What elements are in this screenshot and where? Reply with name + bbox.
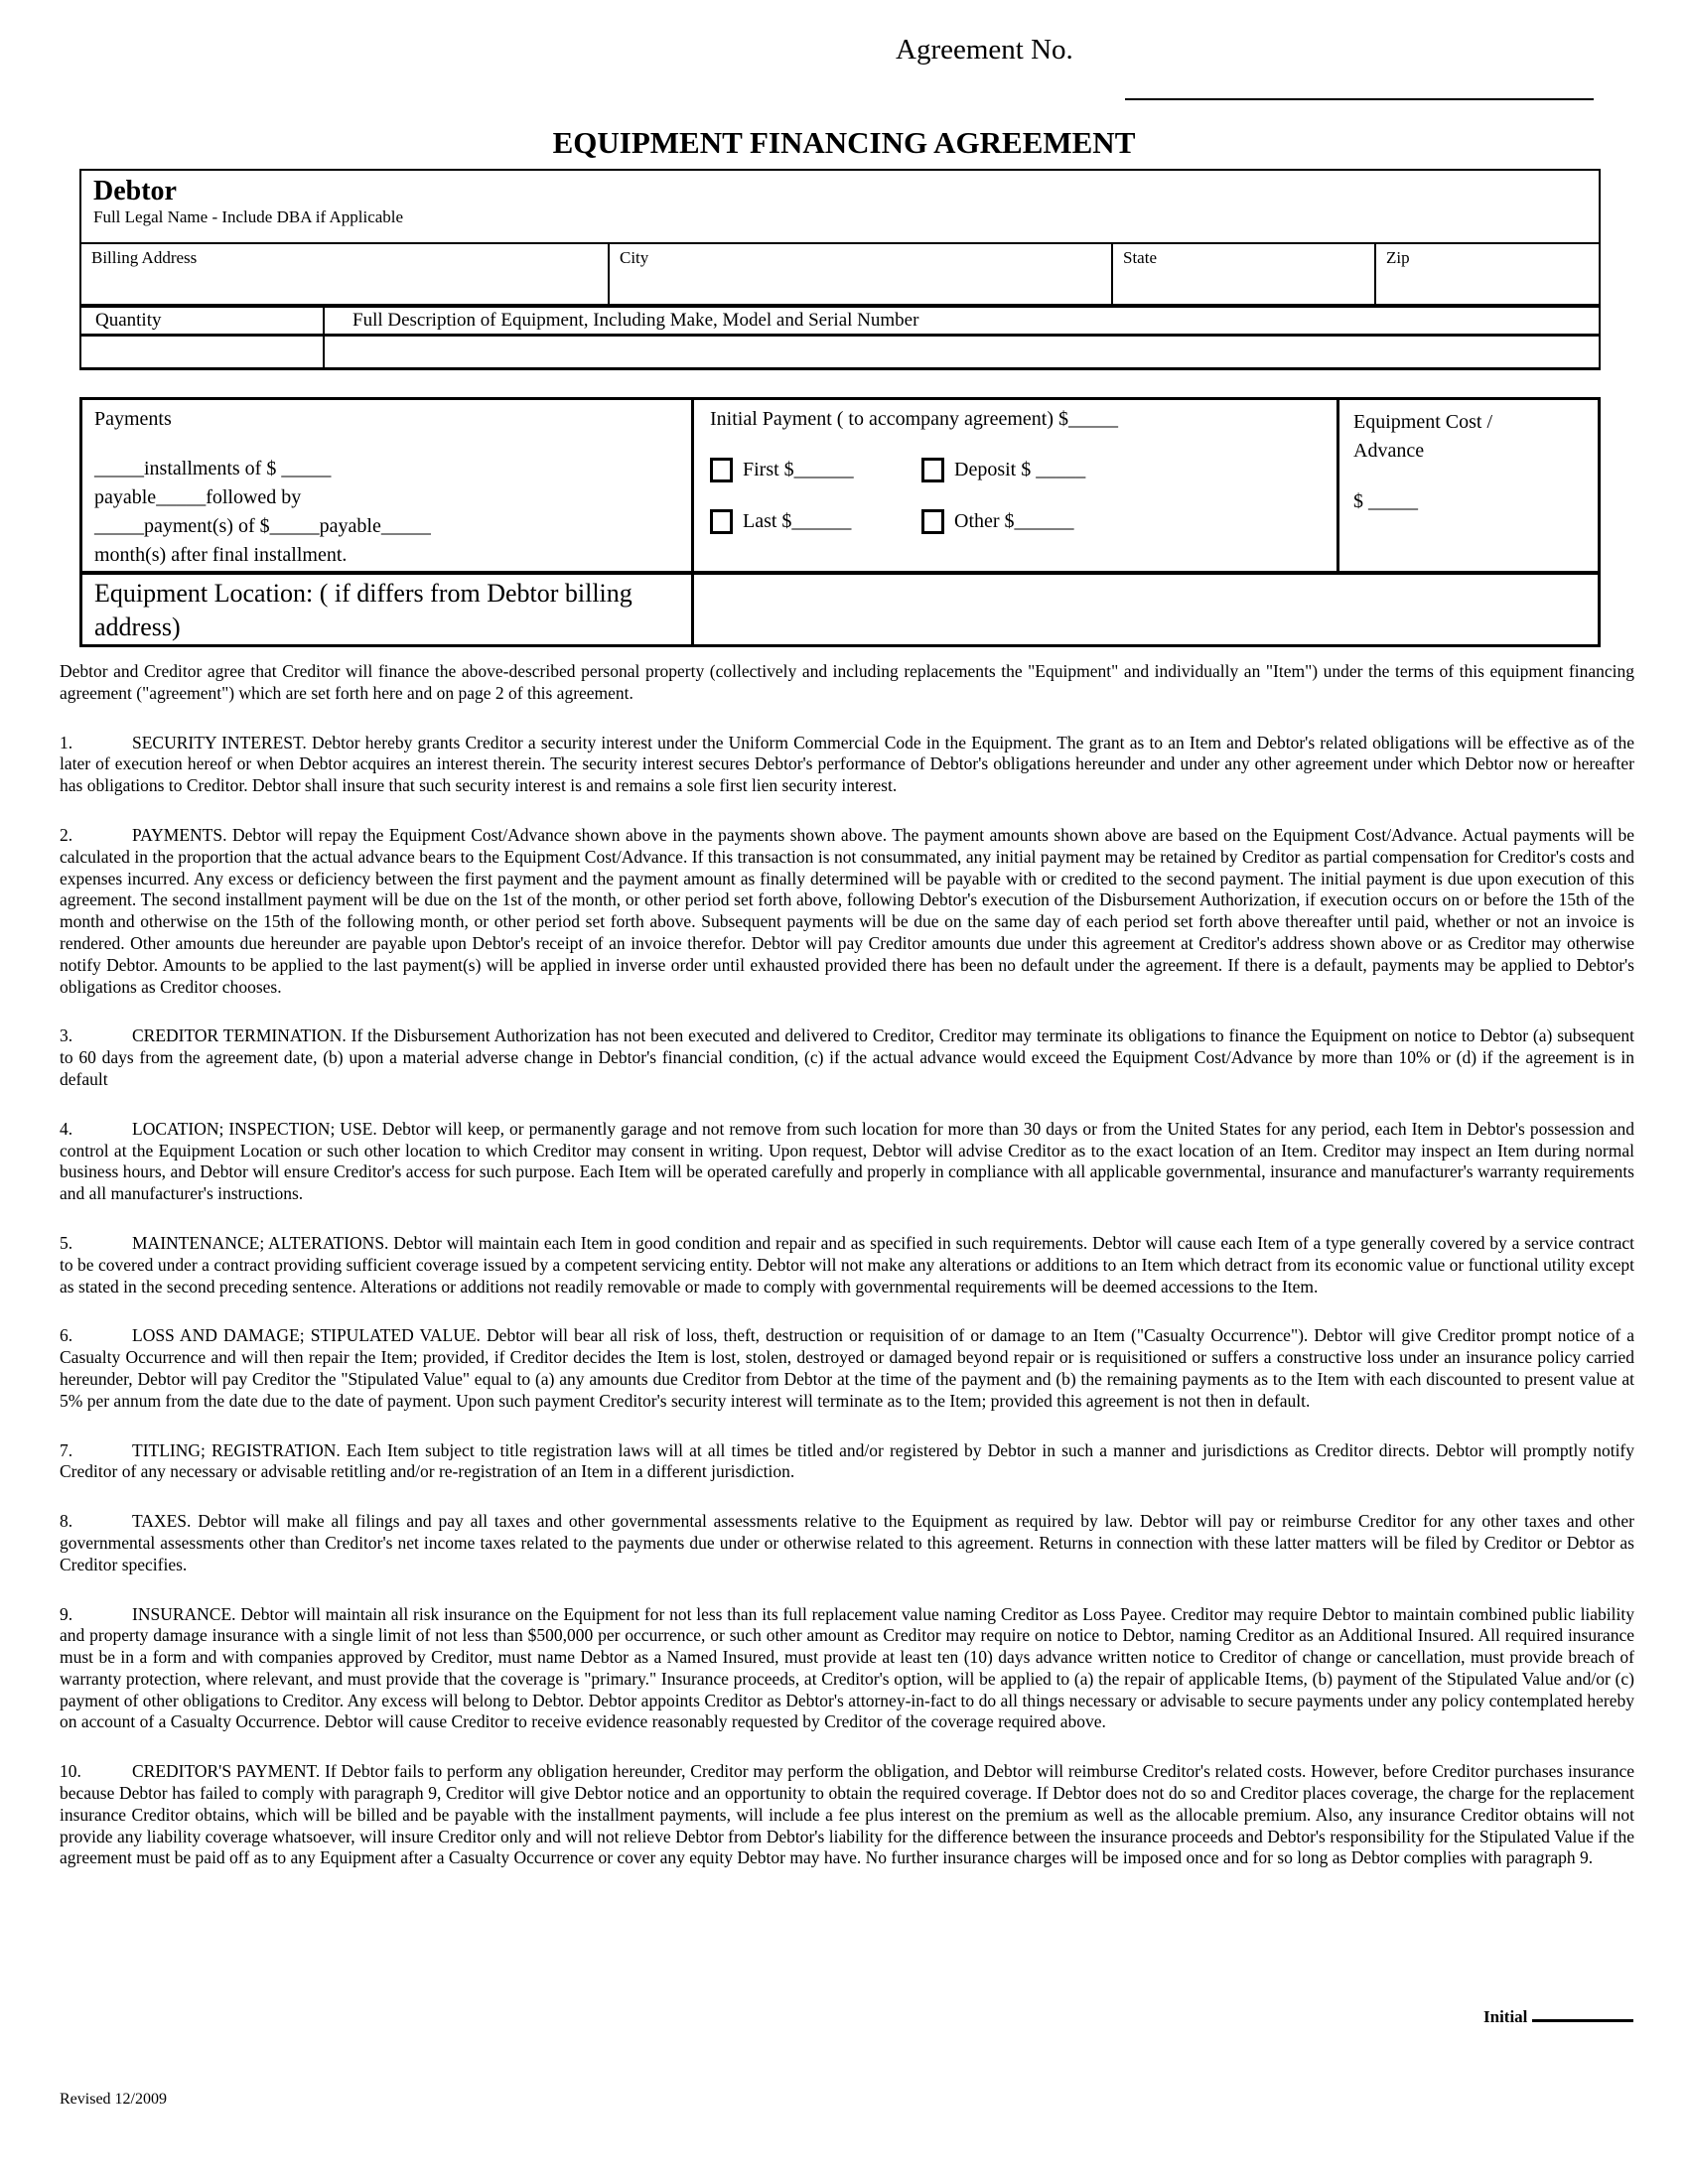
quantity-field[interactable] bbox=[81, 337, 323, 367]
first-label[interactable]: First $______ bbox=[743, 459, 854, 480]
section-5-number: 5. bbox=[60, 1232, 73, 1253]
section-6-heading: LOSS AND DAMAGE; STIPULATED VALUE. bbox=[132, 1325, 481, 1346]
other-option bbox=[921, 509, 1074, 534]
billing-address-field[interactable] bbox=[81, 244, 608, 304]
other-label[interactable]: Other $______ bbox=[954, 510, 1074, 532]
zip-field[interactable] bbox=[1374, 244, 1599, 304]
section-1 bbox=[60, 733, 1634, 797]
section-4-body: Debtor will keep, or permanently garage and not remove from such location for more than 30 days or from the United States for any period, each Item in Debtor's possession and control at the Equipment Location or such other location to which Creditor may consent in writing. Upon request, Debtor will advise Creditor as to the exact location of an Item. Creditor may inspect an Item during normal business hours, and Debtor will ensure Creditor's access for such purpose. Each Item will be operated carefully and properly in compliance with all applicable governmental, insurance and manufacturer's warranty requirements and all manufacturer's instructions. bbox=[60, 1118, 1634, 1204]
quantity-label: Quantity bbox=[95, 310, 162, 331]
first-checkbox[interactable] bbox=[710, 458, 733, 482]
section-9-number: 9. bbox=[60, 1603, 73, 1624]
payments-cell bbox=[82, 400, 691, 571]
equipment-cost-cell bbox=[1336, 400, 1598, 571]
section-6-number: 6. bbox=[60, 1325, 73, 1346]
equipment-location-field[interactable] bbox=[691, 575, 1598, 644]
section-2-body: Debtor will repay the Equipment Cost/Advance shown above in the payments shown above. The payment amounts shown above are based on the Equipment Cost/Advance. Actual payments will be calculated in the proportion that the actual advance bears to the Equipment Cost/Advance. If this transaction is not consummated, any initial payment may be retained by Creditor as partial compensation for Creditor's costs and expenses incurred. Any excess or deficiency between the first payment and the payment amount as finally determined will be payable with or credited to the second payment. The initial payment is due upon execution of this agreement. The second installment payment will be due on the 1st of the month, or other period set forth above, following Debtor's execution of the Disbursement Authorization, if execution occurs on or before the 15th of the month and otherwise on the 15th of the following month, or other period set forth above. Subsequent payments will be due on the same day of each period set forth above thereafter until paid, whether or not an invoice is rendered. Other amounts due hereunder are payable upon Debtor's receipt of an invoice therefor. Debtor will pay Creditor amounts due under this agreement at Creditor's address shown above or as Creditor may otherwise notify Debtor. Amounts to be applied to the last payment(s) will be applied in inverse order until exhausted provided there has been no default under the agreement. If there is a default, payments may be applied to Debtor's obligations as Creditor chooses. bbox=[60, 824, 1635, 997]
months-after-line: month(s) after final installment. bbox=[94, 544, 348, 566]
section-5 bbox=[60, 1233, 1634, 1297]
first-payment-option bbox=[710, 458, 921, 482]
revised-date: Revised 12/2009 bbox=[60, 2091, 167, 2108]
equipment-cost-blank[interactable]: $ _____ bbox=[1353, 490, 1418, 512]
section-8-heading: TAXES. bbox=[132, 1511, 192, 1532]
section-3-heading: CREDITOR TERMINATION. bbox=[132, 1025, 347, 1046]
deposit-label[interactable]: Deposit $ _____ bbox=[954, 459, 1086, 480]
section-10-heading: CREDITOR'S PAYMENT. bbox=[132, 1761, 321, 1782]
equipment-cost-label-line1: Equipment Cost / bbox=[1353, 411, 1492, 433]
section-7 bbox=[60, 1440, 1634, 1484]
document-title: EQUIPMENT FINANCING AGREEMENT bbox=[552, 125, 1136, 160]
agreement-body bbox=[60, 661, 1634, 1897]
section-8 bbox=[60, 1511, 1634, 1575]
debtor-table bbox=[79, 169, 1601, 370]
section-8-number: 8. bbox=[60, 1511, 73, 1532]
section-3 bbox=[60, 1025, 1634, 1090]
deposit-checkbox[interactable] bbox=[921, 458, 944, 482]
section-10 bbox=[60, 1761, 1634, 1869]
section-1-number: 1. bbox=[60, 732, 73, 752]
section-7-heading: TITLING; REGISTRATION. bbox=[132, 1439, 341, 1460]
payments-of-blank-line[interactable]: _____payment(s) of $_____payable_____ bbox=[94, 515, 431, 537]
last-checkbox[interactable] bbox=[710, 509, 733, 534]
section-2-number: 2. bbox=[60, 824, 73, 845]
installments-blank-line[interactable]: _____installments of $ _____ bbox=[94, 458, 332, 479]
section-7-number: 7. bbox=[60, 1439, 73, 1460]
initial-label: Initial bbox=[1483, 2007, 1528, 2026]
section-4-heading: LOCATION; INSPECTION; USE. bbox=[132, 1118, 377, 1139]
other-checkbox[interactable] bbox=[921, 509, 944, 534]
last-payment-option bbox=[710, 509, 921, 534]
section-9-heading: INSURANCE. bbox=[132, 1603, 236, 1624]
section-7-body: Each Item subject to title registration laws will at all times be titled and/or registered by Debtor in such a manner and jurisdictions as Creditor directs. Debtor will promptly notify Creditor of any necessary or advisable retitling and/or re-registration of an Item in a different jurisdiction. bbox=[60, 1439, 1635, 1482]
equipment-location-row bbox=[82, 575, 1598, 644]
city-label: City bbox=[620, 248, 649, 267]
agreement-no-field[interactable] bbox=[1125, 98, 1594, 100]
section-8-body: Debtor will make all filings and pay all taxes and other governmental assessments relative to the Equipment as required by law. Debtor will pay or reimburse Creditor for any other taxes and other governmental assessments other than Creditor's net income taxes related to the payments due under or otherwise related to this agreement. Returns in connection with these latter matters will be filed by Creditor or Debtor as Creditor specifies. bbox=[60, 1511, 1634, 1574]
initial-block bbox=[1483, 2001, 1633, 2027]
last-label[interactable]: Last $______ bbox=[743, 510, 852, 532]
section-4-number: 4. bbox=[60, 1118, 73, 1139]
state-label: State bbox=[1123, 248, 1157, 267]
section-1-heading: SECURITY INTEREST. bbox=[132, 732, 307, 752]
section-10-body: If Debtor fails to perform any obligation hereunder, Creditor may perform the obligation, and Debtor will reimburse Creditor's related costs. However, before Creditor purchases insurance because Debtor has failed to comply with paragraph 9, Creditor will give Debtor notice and an opportunity to obtain the required coverage. If Debtor does not do so and Creditor places coverage, the charge for the replacement insurance Creditor obtains, which will be billed and be payable with the installment payments, will include a fee plus interest on the premium as well as the allocable premium. Also, any insurance Creditor obtains will not provide any liability coverage whatsoever, will insure Creditor only and will not relieve Debtor from Debtor's liability for the difference between the insurance proceeds and Debtor's responsibility for the Stipulated Value if the agreement must be paid off as to any Equipment after a Casualty Occurrence or cover any equity Debtor may have. No further insurance charges will be imposed once and for so long as Debtor complies with paragraph 9. bbox=[60, 1761, 1635, 1868]
section-4 bbox=[60, 1119, 1634, 1205]
address-row bbox=[81, 242, 1599, 308]
billing-address-label: Billing Address bbox=[91, 248, 198, 267]
section-5-heading: MAINTENANCE; ALTERATIONS. bbox=[132, 1232, 389, 1253]
payments-table bbox=[79, 397, 1601, 647]
deposit-option bbox=[921, 458, 1085, 482]
section-1-body: Debtor hereby grants Creditor a security interest under the Uniform Commercial Code in the Equipment. The grant as to an Item and Debtor's related obligations will be effective as of the later of execution hereof or when Debtor acquires an interest therein. The security interest secures Debtor's performance of Debtor's obligations hereunder and under any other agreement under which Debtor now or hereafter has obligations to Creditor. Debtor shall insure that such security interest is and remains a sole first lien security interest. bbox=[60, 732, 1635, 796]
section-10-number: 10. bbox=[60, 1761, 81, 1782]
full-legal-name-label: Full Legal Name - Include DBA if Applicable bbox=[93, 207, 404, 226]
initial-field[interactable] bbox=[1532, 2001, 1633, 2022]
initial-payment-cell bbox=[691, 400, 1336, 571]
equipment-description-field[interactable] bbox=[323, 337, 1599, 367]
city-field[interactable] bbox=[608, 244, 1111, 304]
equipment-entry-row bbox=[81, 337, 1599, 367]
section-2-heading: PAYMENTS. bbox=[132, 824, 227, 845]
payable-blank-line[interactable]: payable_____followed by bbox=[94, 486, 302, 508]
intro-paragraph: Debtor and Creditor agree that Creditor will finance the above-described personal property (collectively and including replacements the "Equipment" and individually an "Item") under the terms of this equipment financing agreement ("agreement") which are set forth here and on page 2 of this agreement. bbox=[60, 661, 1634, 703]
section-5-body: Debtor will maintain each Item in good condition and repair and as specified in such requirements. Debtor will cause each Item of a type generally covered by a service contract to be covered under a contract providing sufficient coverage issued by a competent servicing entity. Debtor will not make any alterations or additions to an Item which detract from its economic value or functional utility except as stated in the second preceding sentence. Alterations or additions not readily removable or made to comply with governmental requirements will be deemed accessions to the Item. bbox=[60, 1232, 1634, 1297]
debtor-name-field[interactable] bbox=[81, 171, 1599, 242]
zip-label: Zip bbox=[1386, 248, 1410, 267]
equipment-description-label: Full Description of Equipment, Including Make, Model and Serial Number bbox=[323, 308, 1599, 334]
agreement-no-label: Agreement No. bbox=[896, 34, 1073, 66]
payments-label: Payments bbox=[94, 408, 172, 430]
equipment-location-label: Equipment Location: ( if differs from Debtor billing address) bbox=[94, 579, 633, 641]
state-field[interactable] bbox=[1111, 244, 1374, 304]
initial-payment-blank-line[interactable]: Initial Payment ( to accompany agreement) $_____ bbox=[710, 408, 1118, 430]
section-6-body: Debtor will bear all risk of loss, theft, destruction or requisition of or damage to an Item ("Casualty Occurrence"). Debtor will give Creditor prompt notice of a Casualty Occurrence and will then repair the Item; provided, if Creditor decides the Item is lost, stolen, destroyed or damaged beyond repair or is requisitioned or suffers a constructive loss under an insurance policy carried hereunder, Debtor will pay Creditor the "Stipulated Value" equal to (a) any amounts due Creditor from Debtor at the time of the payment and (b) the remaining payments as to the Item with each discounted to present value at 5% per annum from the date due to the date of payment. Upon such payment Creditor's security interest will terminate as to the Item; provided this agreement is not then in default. bbox=[60, 1325, 1635, 1411]
section-9 bbox=[60, 1604, 1634, 1734]
section-2 bbox=[60, 825, 1634, 998]
equipment-header-row bbox=[81, 308, 1599, 337]
section-9-body: Debtor will maintain all risk insurance on the Equipment for not less than its full replacement value naming Creditor as Loss Payee. Creditor may require Debtor to maintain combined public liability and property damage insurance with a single limit of not less than $500,000 per occurrence, or such other amount as Creditor may require on notice to Debtor, naming Creditor as an Additional Insured. All required insurance must be in a form and with companies approved by Creditor, must name Debtor as a Named Insured, must provide at least ten (10) days advance written notice to Creditor of change or cancellation, must provide breach of warranty protection, where relevant, and must provide that the coverage is "primary." Insurance proceeds, at Creditor's option, will be applied to (a) the repair of applicable Items, (b) payment of the Stipulated Value and/or (c) payment of other obligations to Creditor. Any excess will belong to Debtor. Debtor appoints Creditor as Debtor's attorney-in-fact to do all things necessary or advisable to secure payments under any policy contemplated hereby on account of a Casualty Occurrence. Debtor will cause Creditor to receive evidence reasonably requested by Creditor of the coverage required above. bbox=[60, 1603, 1635, 1732]
section-3-number: 3. bbox=[60, 1025, 73, 1046]
section-6 bbox=[60, 1325, 1634, 1412]
debtor-label: Debtor bbox=[93, 176, 177, 206]
section-3-body: If the Disbursement Authorization has not been executed and delivered to Creditor, Creditor may terminate its obligations to finance the Equipment on notice to Debtor (a) subsequent to 60 days from the agreement date, (b) upon a material adverse change in Debtor's financial condition, (c) if the actual advance would exceed the Equipment Cost/Advance by more than 10% or (d) if the agreement is in default bbox=[60, 1025, 1635, 1089]
equipment-cost-label-line2: Advance bbox=[1353, 440, 1425, 462]
payments-top-row bbox=[82, 400, 1598, 575]
